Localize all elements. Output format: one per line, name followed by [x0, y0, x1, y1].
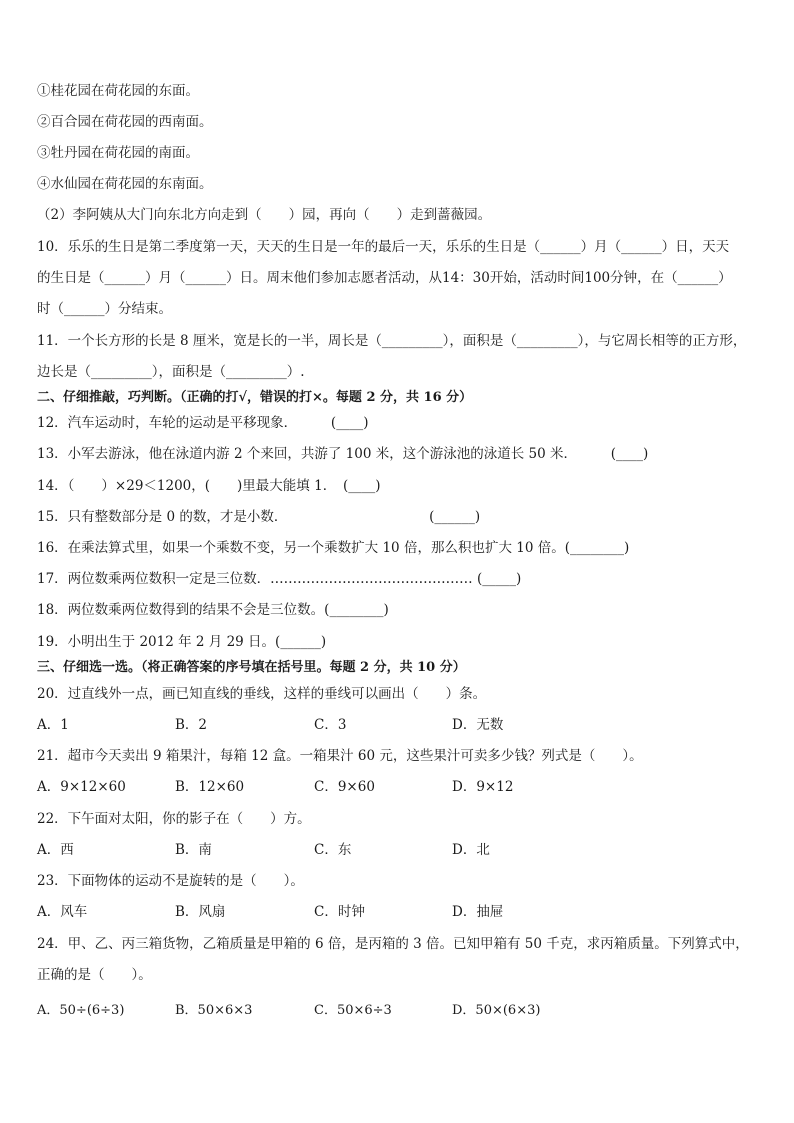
- q22-option-a: A．西: [37, 842, 74, 858]
- q22-option-d: D．北: [452, 842, 490, 858]
- section-3-heading: 三、仔细选一选。（将正确答案的序号填在括号里。每题 2 分，共 10 分）: [37, 660, 466, 675]
- q22-option-b: B．南: [175, 842, 212, 858]
- question-19: 19．小明出生于 2012 年 2 月 29 日。(______): [37, 634, 327, 650]
- question-10-line-1: 10．乐乐的生日是第二季度第一天，天天的生日是一年的最后一天，乐乐的生日是（______）月（______）日，天天: [37, 239, 730, 255]
- q21-option-d: D．9×12: [452, 779, 514, 795]
- question-16: 16．在乘法算式里，如果一个乘数不变，另一个乘数扩大 10 倍，那么积也扩大 10 倍。(________): [37, 540, 630, 556]
- q20-option-d: D．无数: [452, 717, 504, 733]
- q23-option-c: C．时钟: [314, 904, 365, 920]
- question-10-line-2: 的生日是（______）月（______）日。周末他们参加志愿者活动，从14：30开始，活动时间100分钟，在（______）: [37, 270, 732, 286]
- question-10-line-3: 时（______）分结束。: [37, 301, 172, 317]
- q24-option-d: D．50×(6×3): [452, 1003, 541, 1018]
- section-2-heading: 二、仔细推敲，巧判断。（正确的打√，错误的打×。每题 2 分，共 16 分）: [37, 390, 473, 405]
- q24-option-b: B．50×6×3: [175, 1003, 253, 1018]
- q23-option-a: A．风车: [37, 904, 88, 920]
- question-21: 21．超市今天卖出 9 箱果汁，每箱 12 盒。一箱果汁 60 元，这些果汁可卖多少钱？列式是（ ）。: [37, 748, 643, 764]
- sub-item-4: ④水仙园在荷花园的东南面。: [37, 176, 213, 192]
- q24-option-c: C．50×6÷3: [314, 1003, 392, 1018]
- question-12: 12．汽车运动时，车轮的运动是平移现象． (____): [37, 415, 369, 431]
- sub-item-1: ①桂花园在荷花园的东面。: [37, 83, 199, 99]
- q20-option-c: C．3: [314, 717, 347, 733]
- question-20: 20．过直线外一点，画已知直线的垂线，这样的垂线可以画出（ ）条。: [37, 686, 487, 702]
- sub-question-2: （2）李阿姨从大门向东北方向走到（ ）园，再向（ ）走到蔷薇园。: [37, 207, 492, 223]
- question-24-line-1: 24．甲、乙、丙三箱货物，乙箱质量是甲箱的 6 倍，是丙箱的 3 倍。已知甲箱有 50 千克，求丙箱质量。下列算式中，: [37, 936, 749, 952]
- question-11-line-2: 边长是（_________），面积是（_________）.: [37, 364, 305, 380]
- sub-item-2: ②百合园在荷花园的西南面。: [37, 114, 213, 130]
- q22-option-c: C．东: [314, 842, 352, 858]
- question-18: 18．两位数乘两位数得到的结果不会是三位数。(________): [37, 602, 389, 618]
- question-14: 14．（ ）×29＜1200，( )里最大能填 1． (____): [37, 478, 381, 494]
- q21-option-a: A．9×12×60: [37, 779, 126, 795]
- q20-option-b: B．2: [175, 717, 208, 733]
- q23-option-d: D．抽屉: [452, 904, 504, 920]
- question-23: 23．下面物体的运动不是旋转的是（ ）。: [37, 873, 304, 889]
- question-22: 22．下午面对太阳，你的影子在（ ）方。: [37, 811, 311, 827]
- question-13: 13．小军去游泳，他在泳道内游 2 个来回，共游了 100 米，这个游泳池的泳道长 50 米． (____): [37, 446, 649, 462]
- question-17: 17．两位数乘两位数积一定是三位数．……………………………………… (_____): [37, 571, 522, 587]
- q20-option-a: A．1: [37, 717, 69, 733]
- question-24-line-2: 正确的是（ ）。: [37, 967, 152, 983]
- sub-item-3: ③牡丹园在荷花园的南面。: [37, 145, 199, 161]
- q21-option-b: B．12×60: [175, 779, 245, 795]
- q23-option-b: B．风扇: [175, 904, 226, 920]
- question-11-line-1: 11．一个长方形的长是 8 厘米，宽是长的一半，周长是（_________），面积是（_________），与它周长相等的正方形，: [37, 333, 747, 349]
- q24-option-a: A．50÷(6÷3): [37, 1003, 125, 1018]
- question-15: 15．只有整数部分是 0 的数，才是小数． (______): [37, 509, 481, 525]
- q21-option-c: C．9×60: [314, 779, 375, 795]
